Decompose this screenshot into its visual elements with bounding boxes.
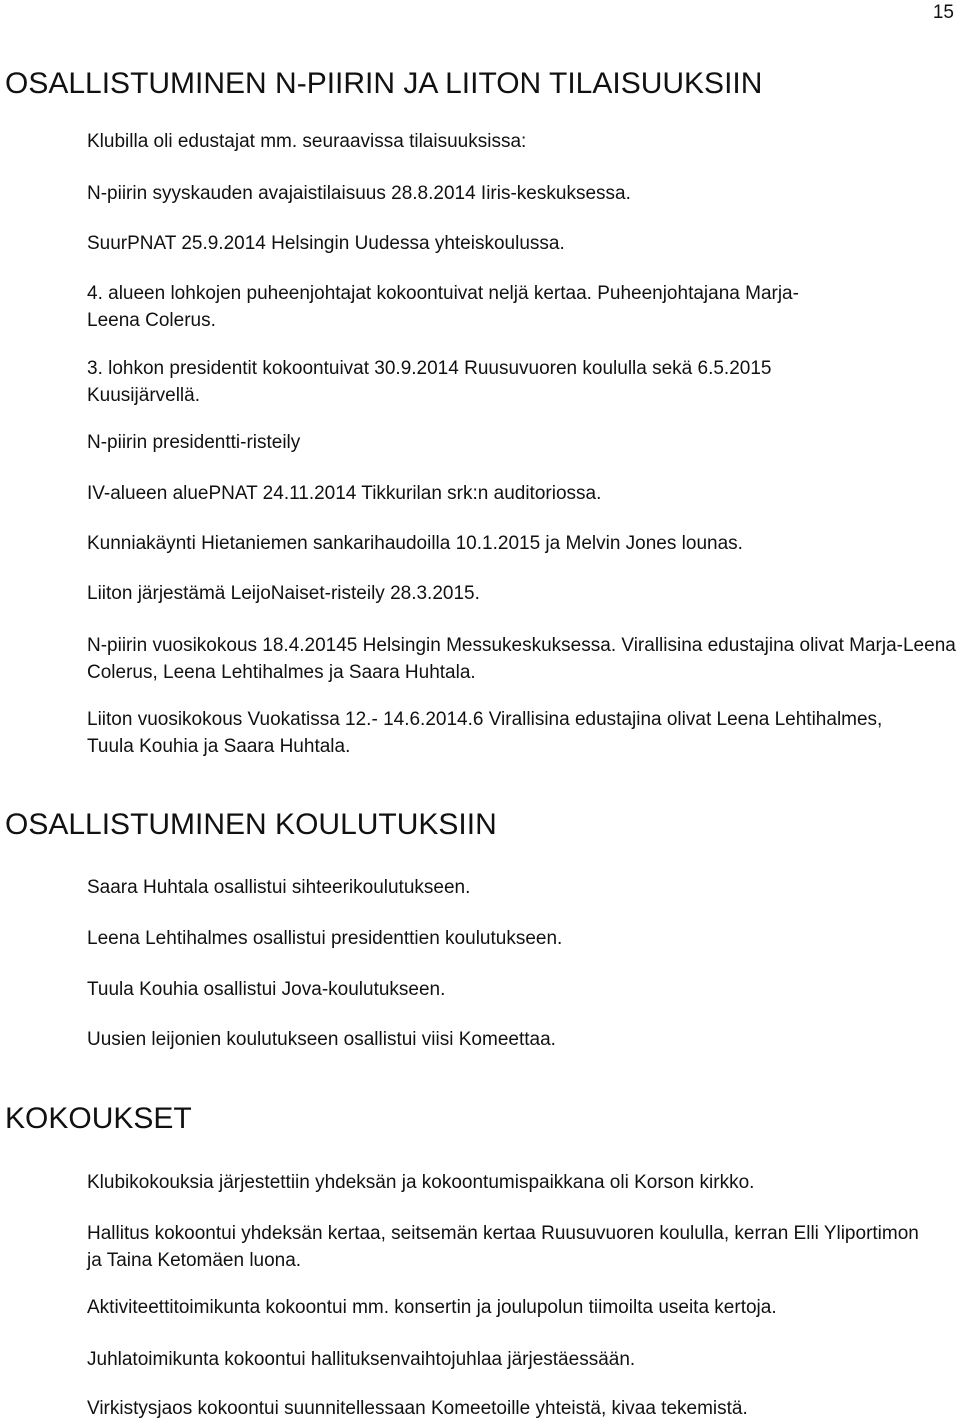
paragraph: Klubikokouksia järjestettiin yhdeksän ja kokoontumispaikkana oli Korson kirkko.	[87, 1172, 755, 1193]
paragraph: Uusien leijonien koulutukseen osallistui viisi Komeettaa.	[87, 1029, 556, 1050]
paragraph: Aktiviteettitoimikunta kokoontui mm. konsertin ja joulupolun tiimoilta useita kertoja.	[87, 1297, 777, 1318]
paragraph: 4. alueen lohkojen puheenjohtajat kokoontuivat neljä kertaa. Puheenjohtajana Marja-Leena Colerus.	[87, 283, 799, 331]
paragraph: N-piirin presidentti-risteily	[87, 432, 301, 453]
paragraph: Liiton vuosikokous Vuokatissa 12.- 14.6.2014.6 Virallisina edustajina olivat Leena Lehtihalmes, Tuula Kouhia ja Saara Huhtala.	[87, 709, 883, 757]
paragraph: SuurPNAT 25.9.2014 Helsingin Uudessa yhteiskoulussa.	[87, 233, 565, 254]
page-number: 15	[932, 2, 954, 23]
paragraph: N-piirin syyskauden avajaistilaisuus 28.8.2014 Iiris-keskuksessa.	[87, 183, 631, 204]
paragraph: Leena Lehtihalmes osallistui presidenttien koulutukseen.	[87, 928, 563, 949]
paragraph: 3. lohkon presidentit kokoontuivat 30.9.2014 Ruusuvuoren koululla sekä 6.5.2015 Kuusijärvellä.	[87, 358, 772, 406]
paragraph: N-piirin vuosikokous 18.4.20145 Helsingin Messukeskuksessa. Virallisina edustajina olivat Marja-Leena Colerus, Leena Lehtihalmes ja Saara Huhtala.	[87, 635, 956, 683]
paragraph: Juhlatoimikunta kokoontui hallituksenvaihtojuhlaa järjestäessään.	[87, 1349, 636, 1370]
paragraph: IV-alueen aluePNAT 24.11.2014 Tikkurilan srk:n auditoriossa.	[87, 483, 602, 504]
paragraph: Hallitus kokoontui yhdeksän kertaa, seitsemän kertaa Ruusuvuoren koululla, kerran Elli Yliportimon ja Taina Ketomäen luona.	[87, 1223, 919, 1271]
paragraph: Saara Huhtala osallistui sihteerikoulutukseen.	[87, 877, 471, 898]
section-heading-participation-events: OSALLISTUMINEN N-PIIRIN JA LIITON TILAISUUKSIIN	[5, 67, 763, 100]
paragraph: Klubilla oli edustajat mm. seuraavissa tilaisuuksissa:	[87, 131, 527, 152]
paragraph: Kunniakäynti Hietaniemen sankarihaudoilla 10.1.2015 ja Melvin Jones lounas.	[87, 533, 743, 554]
paragraph: Liiton järjestämä LeijoNaiset-risteily 28.3.2015.	[87, 583, 480, 604]
section-heading-trainings: OSALLISTUMINEN KOULUTUKSIIN	[5, 808, 497, 841]
paragraph: Tuula Kouhia osallistui Jova-koulutukseen.	[87, 979, 446, 1000]
section-heading-meetings: KOKOUKSET	[5, 1102, 192, 1135]
paragraph: Virkistysjaos kokoontui suunnitellessaan Komeetoille yhteistä, kivaa tekemistä.	[87, 1398, 748, 1419]
